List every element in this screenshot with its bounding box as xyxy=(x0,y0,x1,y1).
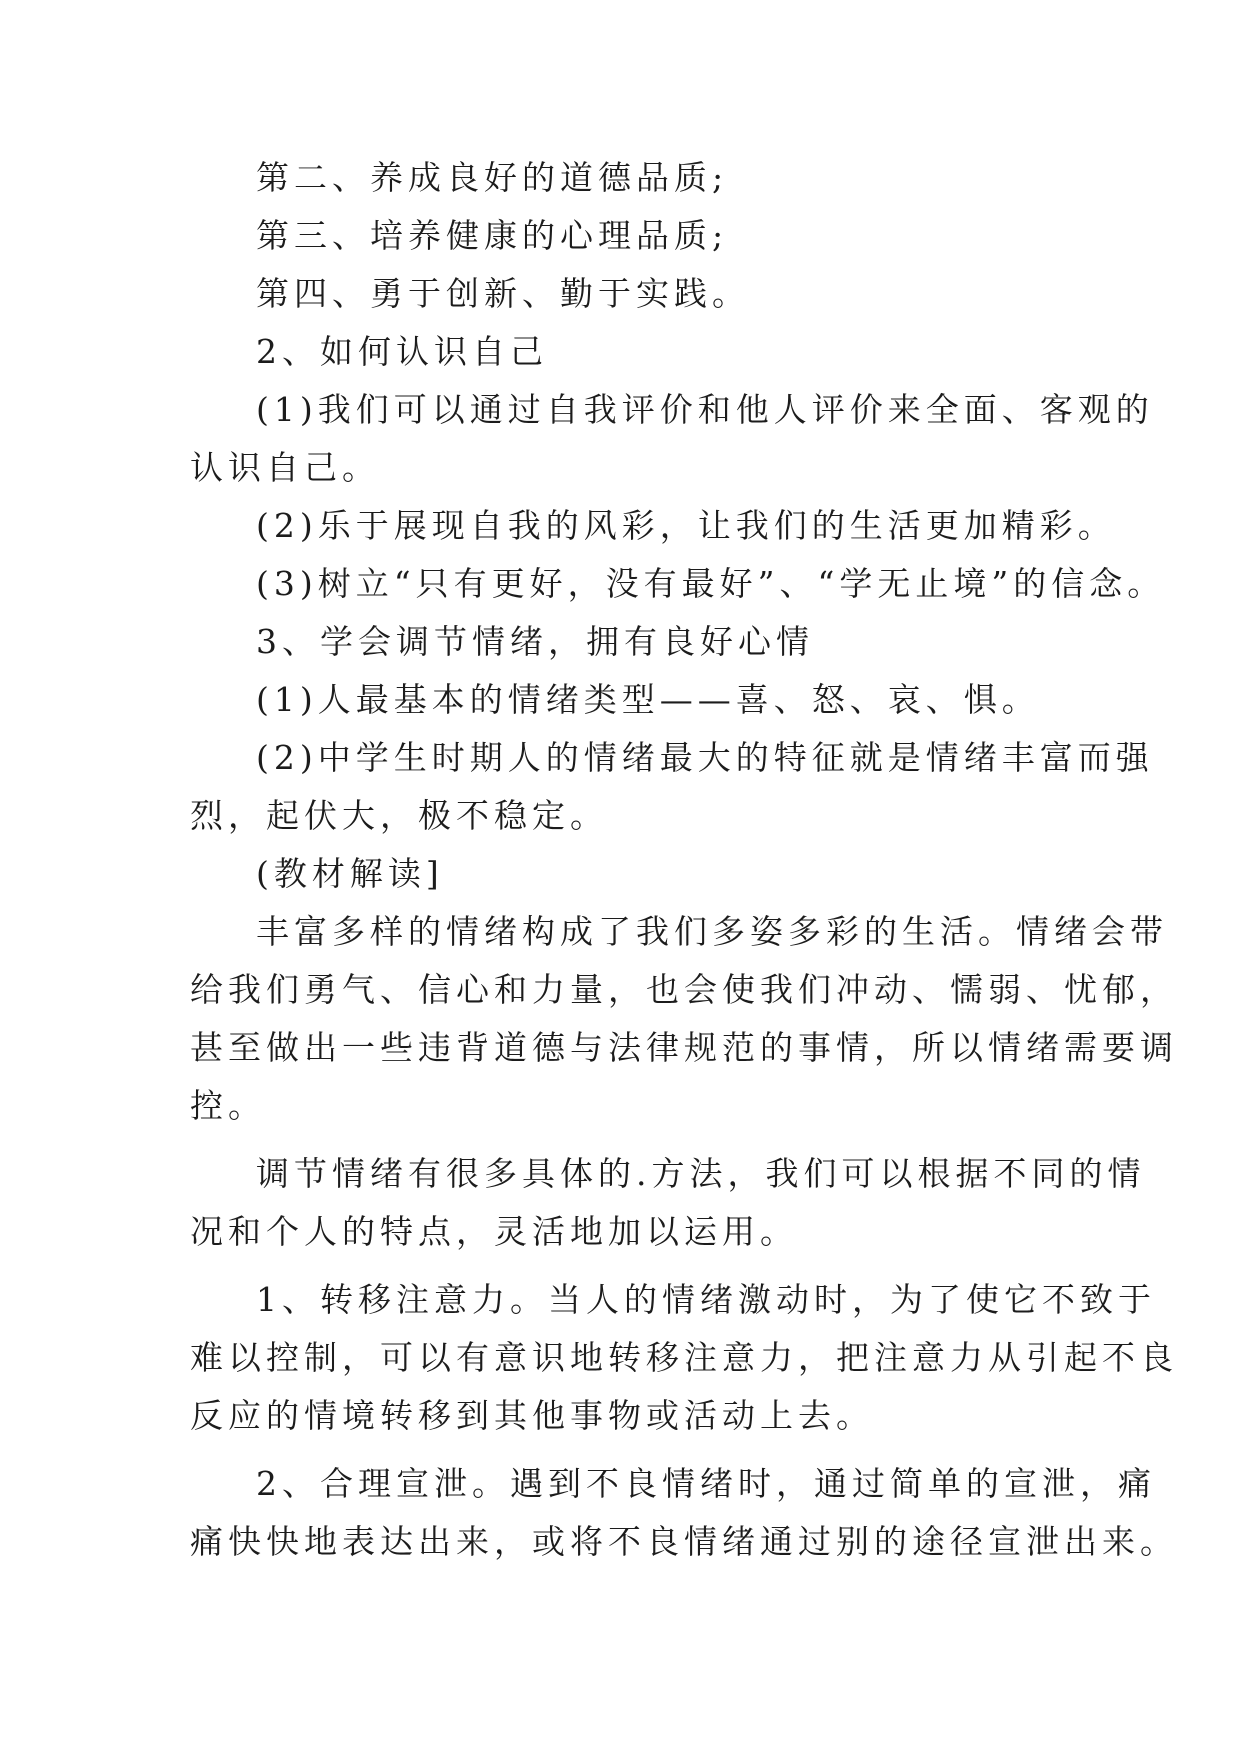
text-line: 烈，起伏大，极不稳定。 xyxy=(190,796,608,835)
section-heading: 2、如何认识自己 xyxy=(256,332,548,371)
section-heading: 3、学会调节情绪，拥有良好心情 xyxy=(256,622,814,661)
text-line: (1)我们可以通过自我评价和他人评价来全面、客观的 xyxy=(256,390,1154,429)
text-line: 痛快快地表达出来，或将不良情绪通过别的途径宣泄出来。 xyxy=(190,1522,1178,1561)
text-line: 给我们勇气、信心和力量，也会使我们冲动、懦弱、忧郁， xyxy=(190,970,1178,1009)
text-line: 丰富多样的情绪构成了我们多姿多彩的生活。情绪会带 xyxy=(256,912,1168,951)
text-line: 甚至做出一些违背道德与法律规范的事情，所以情绪需要调 xyxy=(190,1028,1178,1067)
text-line: 控。 xyxy=(190,1086,266,1125)
text-line: 反应的情境转移到其他事物或活动上去。 xyxy=(190,1396,874,1435)
text-line: 2、合理宣泄。遇到不良情绪时，通过简单的宣泄，痛 xyxy=(256,1464,1156,1503)
text-line: 认识自己。 xyxy=(190,448,380,487)
text-line: 第二、养成良好的道德品质; xyxy=(256,158,729,197)
text-line: 况和个人的特点，灵活地加以运用。 xyxy=(190,1212,798,1251)
text-line: (3)树立“只有更好，没有最好”、“学无止境”的信念。 xyxy=(256,564,1166,603)
text-line: 第四、勇于创新、勤于实践。 xyxy=(256,274,750,313)
text-line: (2)中学生时期人的情绪最大的特征就是情绪丰富而强 xyxy=(256,738,1154,777)
text-line: 1、转移注意力。当人的情绪激动时，为了使它不致于 xyxy=(256,1280,1156,1319)
text-line: 调节情绪有很多具体的.方法，我们可以根据不同的情 xyxy=(256,1154,1146,1193)
text-line: (1)人最基本的情绪类型——喜、怒、哀、惧。 xyxy=(256,680,1040,719)
text-line: 第三、培养健康的心理品质; xyxy=(256,216,729,255)
text-line: 难以控制，可以有意识地转移注意力，把注意力从引起不良 xyxy=(190,1338,1178,1377)
text-line: (2)乐于展现自我的风彩，让我们的生活更加精彩。 xyxy=(256,506,1116,545)
section-heading: (教材解读] xyxy=(256,854,444,893)
